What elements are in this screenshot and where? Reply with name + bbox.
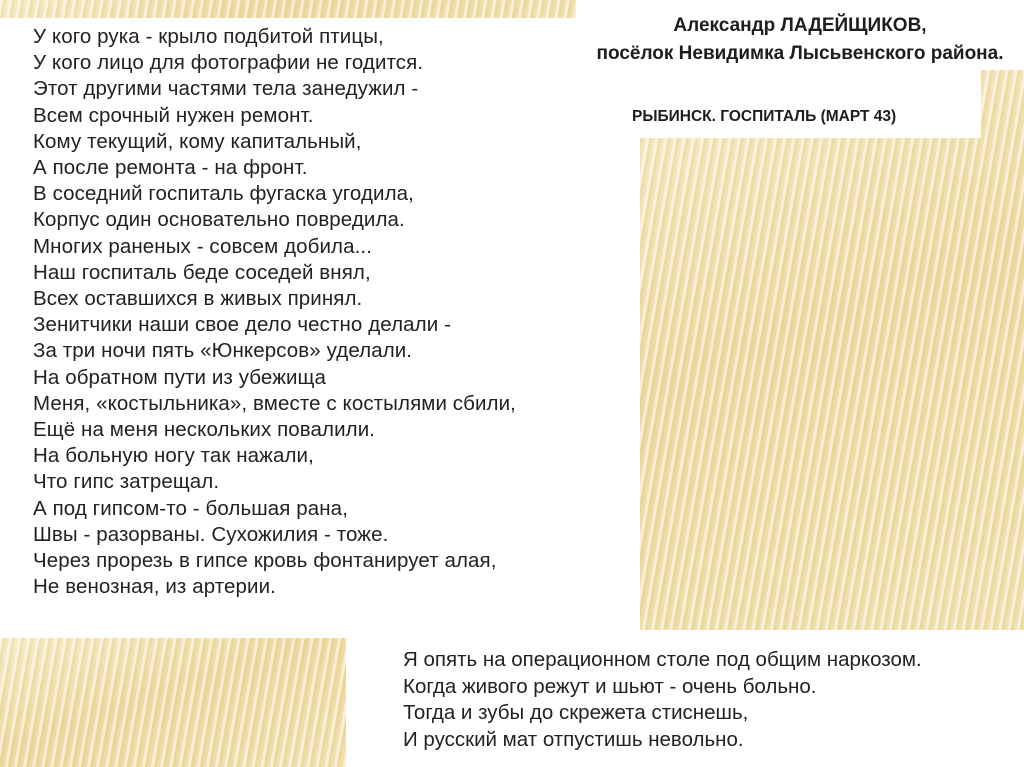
decorative-texture-right xyxy=(640,70,1024,630)
poem-title: РЫБИНСК. ГОСПИТАЛЬ (МАРТ 43) xyxy=(632,108,897,125)
continuation-line: Тогда и зубы до скрежета стиснешь, xyxy=(403,701,749,725)
poem-line: На обратном пути из убежища xyxy=(33,365,327,389)
poem-line: За три ночи пять «Юнкерсов» уделали. xyxy=(33,339,413,363)
poem-line: У кого лицо для фотографии не годится. xyxy=(33,51,424,75)
poem-text xyxy=(33,24,516,600)
poem-line: Через прорезь в гипсе кровь фонтанирует алая, xyxy=(33,549,497,573)
poem-line: Зенитчики наши свое дело честно делали - xyxy=(33,313,452,337)
author-name: Александр ЛАДЕЙЩИКОВ, xyxy=(673,15,927,36)
continuation-text xyxy=(403,647,922,753)
poem-line: Наш госпиталь беде соседей внял, xyxy=(33,260,371,284)
poem-line: Швы - разорваны. Сухожилия - тоже. xyxy=(33,522,389,546)
title-panel xyxy=(600,70,981,138)
poem-line: Этот другими частями тела занедужил - xyxy=(33,77,419,101)
poem-line: А после ремонта - на фронт. xyxy=(33,156,308,180)
poem-line: На больную ногу так нажали, xyxy=(33,444,314,468)
poem-line: Кому текущий, кому капитальный, xyxy=(33,129,362,153)
continuation-line: Когда живого режут и шьют - очень больно. xyxy=(403,674,817,698)
poem-line: У кого рука - крыло подбитой птицы, xyxy=(33,25,384,48)
poem-line: Меня, «костыльника», вместе с костылями сбили, xyxy=(33,391,516,415)
poem-line: В соседний госпиталь фугаска угодила, xyxy=(33,182,414,206)
poem-line: Ещё на меня нескольких повалили. xyxy=(33,418,376,442)
poem-line: Всех оставшихся в живых принял. xyxy=(33,287,363,311)
poem-line: Что гипс затрещал. xyxy=(33,470,220,494)
decorative-texture-bottom xyxy=(0,638,346,767)
decorative-texture-top xyxy=(0,0,576,18)
continuation-line: Я опять на операционном столе под общим наркозом. xyxy=(403,648,922,671)
poem-line: Многих раненых - совсем добила... xyxy=(33,234,373,258)
poem-line: Всем срочный нужен ремонт. xyxy=(33,103,314,127)
poem-line: А под гипсом-то - большая рана, xyxy=(33,496,348,520)
continuation-line: И русский мат отпустишь невольно. xyxy=(403,727,744,751)
poem-line: Не венозная, из артерии. xyxy=(33,575,276,599)
poem-line: Корпус один основательно повредила. xyxy=(33,208,405,232)
author-block xyxy=(576,12,1024,68)
author-location: посёлок Невидимка Лысьвенского района. xyxy=(596,43,1004,64)
